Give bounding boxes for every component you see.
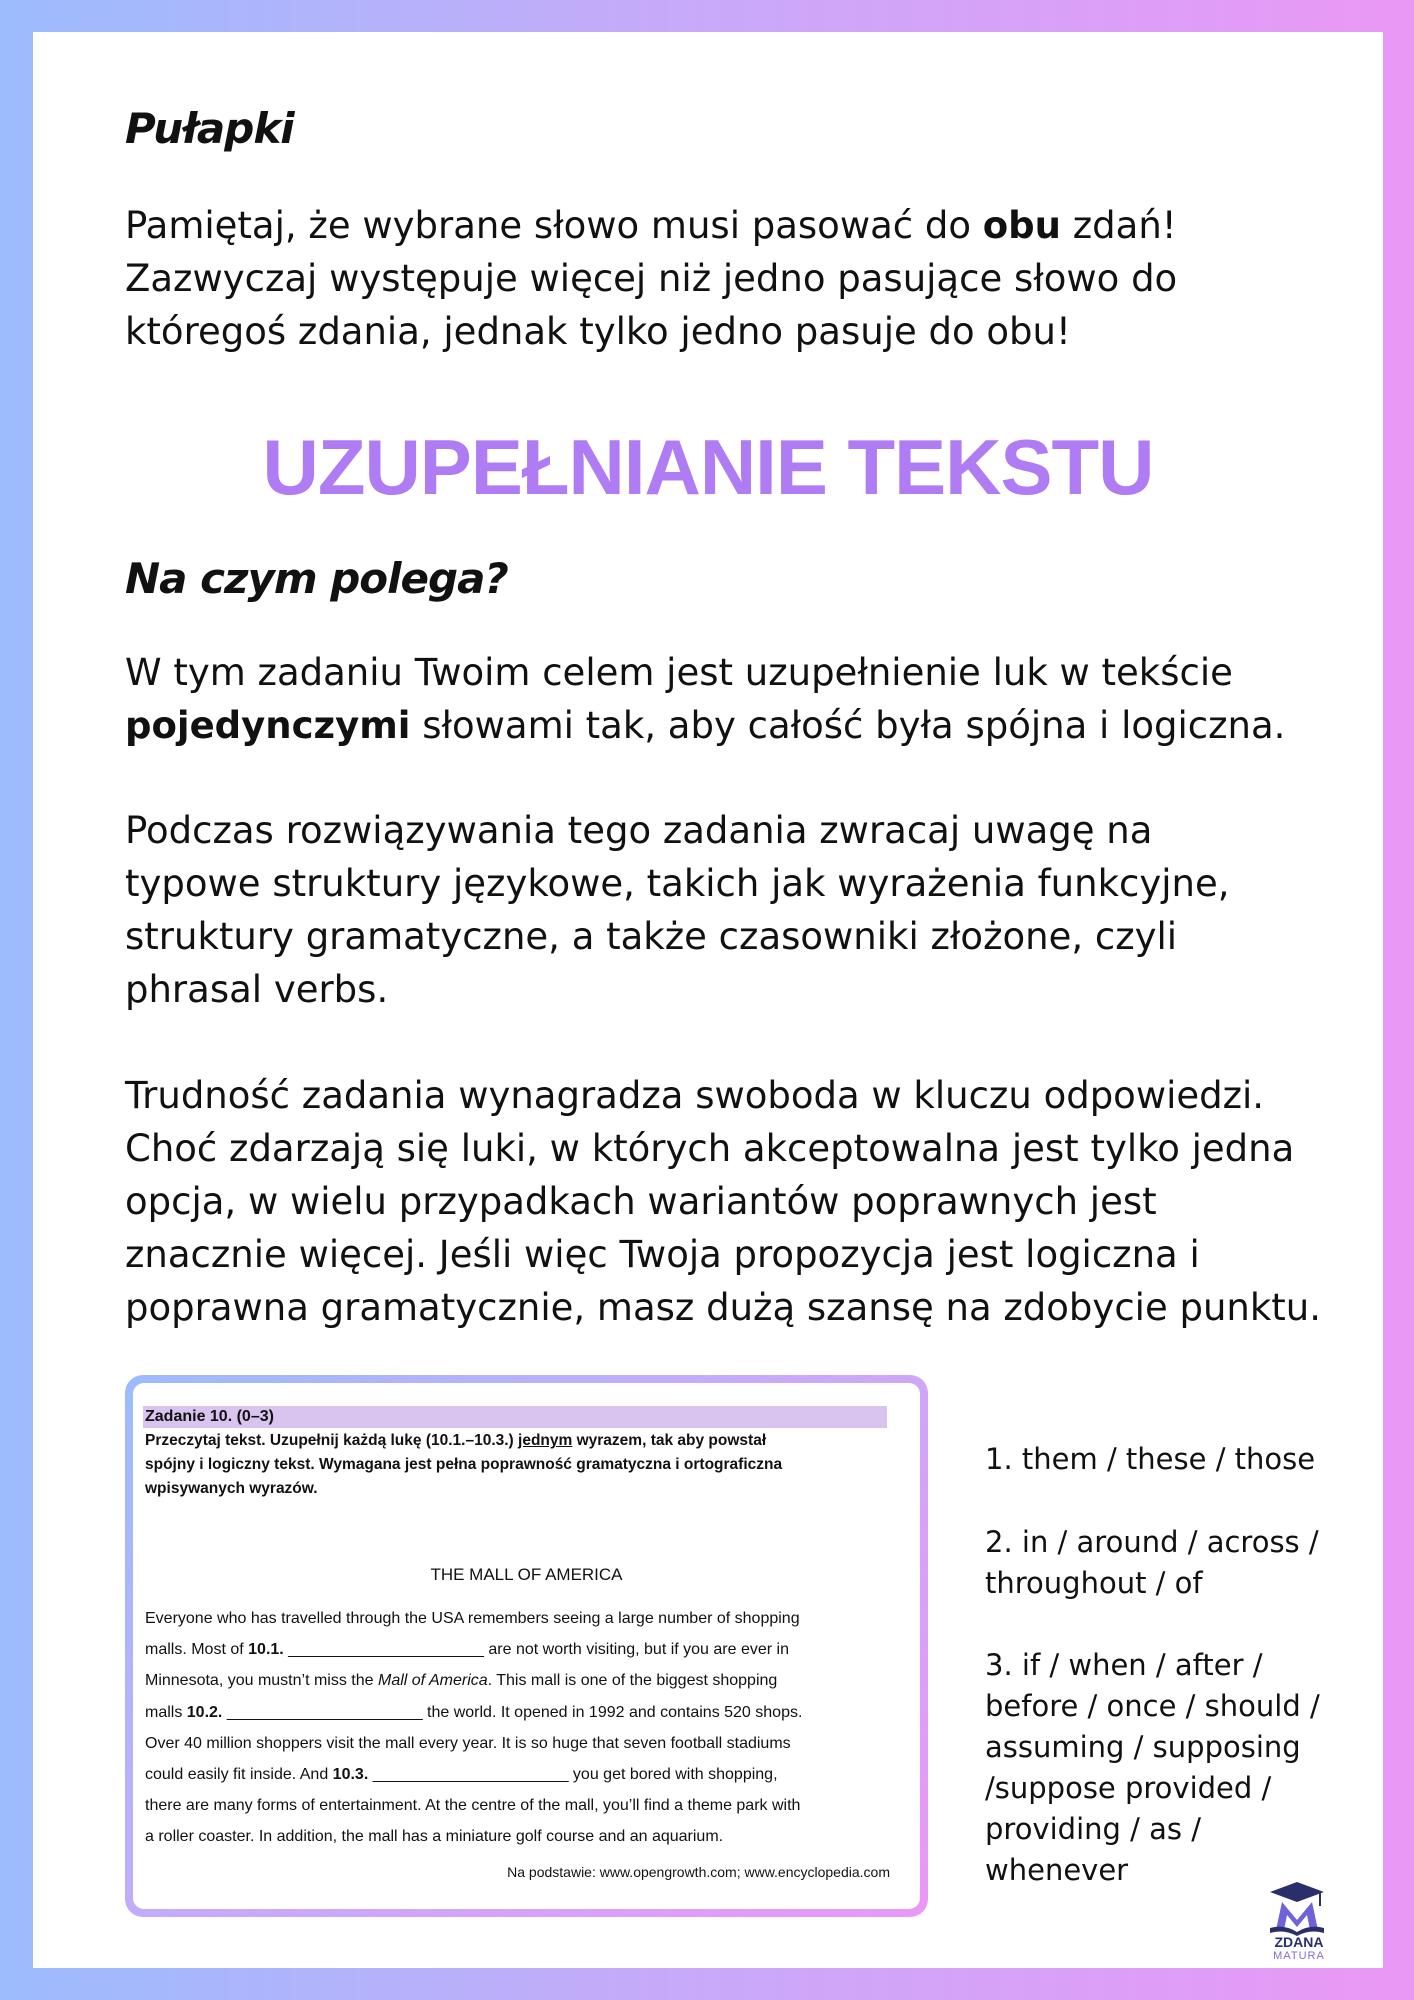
mall-line-5: Over 40 million shoppers visit the mall every year. It is so huge that seven football stadiums bbox=[145, 1734, 791, 1752]
logo-line-2: MATURA bbox=[1273, 1950, 1325, 1962]
answer-2-line-1: 2. in / around / across / bbox=[985, 1525, 1319, 1559]
text-title: THE MALL OF AMERICA bbox=[430, 1565, 623, 1584]
gap-10-1-label: 10.1. bbox=[248, 1641, 284, 1659]
mall-line-3: Minnesota, you mustn’t miss the Mall of America. This mall is one of the biggest shopping bbox=[145, 1672, 778, 1690]
mall-line-6: could easily fit inside. And 10.3. ______________________ you get bored with shopping, bbox=[145, 1766, 778, 1784]
about-p2-line: typowe struktury językowe, takich jak wyrażenia funkcyjne, bbox=[125, 862, 1230, 905]
about-p2-line: phrasal verbs. bbox=[125, 968, 389, 1011]
about-p2-line: Podczas rozwiązywania tego zadania zwracaj uwagę na bbox=[125, 809, 1153, 852]
answer-3-line-5: providing / as / bbox=[985, 1812, 1201, 1846]
mall-line-8: a roller coaster. In addition, the mall has a miniature golf course and an aquarium. bbox=[145, 1828, 724, 1846]
task-heading: Zadanie 10. (0–3) bbox=[143, 1406, 887, 1428]
about-p3-line: Trudność zadania wynagradza swoboda w kluczu odpowiedzi. bbox=[125, 1074, 1265, 1117]
traps-heading: Pułapki bbox=[125, 104, 294, 153]
answer-3-line-2: before / once / should / bbox=[985, 1689, 1320, 1723]
about-paragraph-2 bbox=[125, 804, 1355, 1016]
logo-line-1: ZDANA bbox=[1274, 1934, 1324, 1950]
answer-3-line-3: assuming / supposing bbox=[985, 1730, 1301, 1764]
instr-line-2: spójny i logiczny tekst. Wymagana jest pełna poprawność gramatyczna i ortograficzna bbox=[145, 1456, 783, 1473]
mall-line-2: malls. Most of 10.1. ______________________ are not worth visiting, but if you are ever in bbox=[145, 1641, 789, 1659]
about-p3-line: znacznie więcej. Jeśli więc Twoja propozycja jest logiczna i bbox=[125, 1233, 1200, 1276]
about-p2-line: struktury gramatyczne, a także czasowniki złożone, czyli bbox=[125, 915, 1178, 958]
mall-text bbox=[145, 1603, 915, 1853]
instr-line-1: Przeczytaj tekst. Uzupełnij każdą lukę (10.1.–10.3.) jednym wyrazem, tak aby powstał bbox=[145, 1432, 767, 1449]
answer-3-line-4: /suppose provided / bbox=[985, 1771, 1272, 1805]
answer-2-line-2: throughout / of bbox=[985, 1566, 1203, 1600]
answer-3-line-6: whenever bbox=[985, 1853, 1129, 1887]
about-p3-line: poprawna gramatycznie, masz dużą szansę na zdobycie punktu. bbox=[125, 1286, 1321, 1329]
answer-3-line-1: 3. if / when / after / bbox=[985, 1648, 1263, 1682]
about-heading: Na czym polega? bbox=[125, 554, 508, 603]
gap-10-3-label: 10.3. bbox=[332, 1766, 369, 1784]
about-p1-line-2: pojedynczymi słowami tak, aby całość była spójna i logiczna. bbox=[125, 704, 1286, 747]
gap-10-2-label: 10.2. bbox=[186, 1703, 223, 1721]
instr-line-3: wpisywanych wyrazów. bbox=[145, 1480, 318, 1497]
exam-task-card bbox=[125, 1375, 928, 1917]
about-p3-line: opcja, w wielu przypadkach wariantów poprawnych jest bbox=[125, 1180, 1157, 1223]
logo-text bbox=[1259, 1935, 1339, 1963]
about-p1-line-1: W tym zadaniu Twoim celem jest uzupełnienie luk w tekście bbox=[125, 651, 1233, 694]
letter-m-icon bbox=[1276, 1902, 1318, 1930]
about-paragraph-3 bbox=[125, 1069, 1355, 1334]
answer-1: 1. them / these / those bbox=[985, 1442, 1316, 1476]
exam-task-content bbox=[133, 1383, 920, 1909]
traps-line-1: Pamiętaj, że wybrane słowo musi pasować do obu zdań! bbox=[125, 204, 1177, 247]
section-title: UZUPEŁNIANIE TEKSTU bbox=[262, 423, 1154, 511]
mall-line-7: there are many forms of entertainment. At the centre of the mall, you’ll find a theme park with bbox=[145, 1797, 801, 1815]
about-paragraph-1 bbox=[125, 646, 1355, 752]
traps-paragraph bbox=[125, 199, 1355, 358]
task-instructions bbox=[145, 1429, 905, 1501]
traps-line-2: Zazwyczaj występuje więcej niż jedno pasujące słowo do bbox=[125, 257, 1178, 300]
traps-line-3: któregoś zdania, jednak tylko jedno pasuje do obu! bbox=[125, 310, 1071, 353]
graduation-cap-icon bbox=[1270, 1882, 1324, 1902]
mall-line-1: Everyone who has travelled through the USA remembers seeing a large number of shopping bbox=[145, 1610, 800, 1627]
mall-line-4: malls 10.2. ______________________ the world. It opened in 1992 and contains 520 shops. bbox=[145, 1703, 803, 1721]
source-note: Na podstawie: www.opengrowth.com; www.encyclopedia.com bbox=[507, 1864, 890, 1880]
page bbox=[33, 32, 1383, 1968]
about-p3-line: Choć zdarzają się luki, w których akceptowalna jest tylko jedna bbox=[125, 1127, 1295, 1170]
